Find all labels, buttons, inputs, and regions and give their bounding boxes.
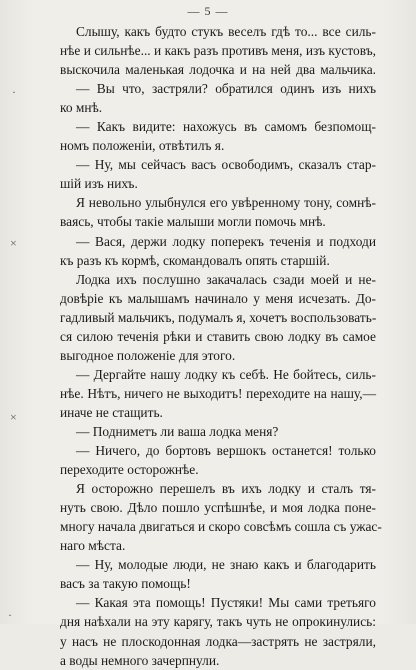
text-line: наго мѣста. xyxy=(60,538,126,554)
text-line: Я невольно улыбнулся его увѣренному тону, сомнѣ- xyxy=(76,195,376,211)
text-line: ваясь, чтобы такіе малыши могли помочь мнѣ. xyxy=(60,214,326,230)
text-line: Лодка ихъ послушно закачалась сзади моей и не- xyxy=(76,271,376,287)
text-line: — Подниметъ ли ваша лодка меня? xyxy=(76,423,279,439)
text-line: многу начала двигаться и скоро совсѣмъ сошла съ ужас- xyxy=(60,519,382,535)
page-number: — 5 — xyxy=(187,4,229,18)
text-line: выгодное положеніе для этого. xyxy=(60,347,236,363)
margin-mark: · xyxy=(8,608,12,622)
text-line: довѣріе къ малышамъ начинало у меня исчезать. До- xyxy=(60,290,376,306)
text-line: ся силою теченія рѣки и ставить свою лодку въ самое xyxy=(60,328,376,344)
text-line: нѣе и сильнѣе... и какъ разъ противъ меня, изъ кустовъ, xyxy=(60,43,376,59)
text-line: — Какая эта помощь! Пустяки! Мы сами третьяго xyxy=(76,595,376,611)
text-line: переходите осторожнѣе. xyxy=(60,462,199,478)
text-line: шій изъ нихъ. xyxy=(60,176,138,192)
text-line: а воды немного зачерпнули. xyxy=(60,652,220,668)
margin-mark: × xyxy=(10,236,17,250)
text-line: къ разъ къ кормѣ, скомандовалъ опять старшій. xyxy=(60,252,330,268)
text-line: номъ положеніи, отвѣтилъ я. xyxy=(60,138,225,154)
text-line: васъ за такую помощь! xyxy=(60,576,191,592)
text-line: иначе не стащить. xyxy=(60,404,163,420)
text-line: — Ничего, до бортовъ вершокъ останется! только xyxy=(76,443,376,459)
text-line: нуть свою. Дѣло пошло успѣшнѣе, и моя лодка поне- xyxy=(60,500,376,516)
text-line: — Ну, мы сейчасъ васъ освободимъ, сказалъ стар- xyxy=(76,157,376,173)
text-line: — Дергайте нашу лодку къ себѣ. Не бойтесь, силь- xyxy=(76,366,376,382)
text-line: — Вася, держи лодку поперекъ теченія и подходи xyxy=(76,233,376,249)
text-line: выскочила маленькая лодочка и на ней два мальчика. xyxy=(60,62,376,78)
margin-mark: × xyxy=(10,410,17,424)
text-line: Я осторожно перешелъ въ ихъ лодку и сталъ тя- xyxy=(76,481,376,497)
margin-mark: · xyxy=(12,85,16,99)
text-line: — Какъ видите: нахожусь въ самомъ безпомощ- xyxy=(76,119,376,135)
text-line: у насъ не плоскодонная лодка—застрять не застряли, xyxy=(60,633,376,649)
text-line: — Вы что, застряли? обратился одинъ изъ нихъ xyxy=(76,81,376,97)
text-line: гадливый мальчикъ, подумалъ я, хочетъ воспользовать- xyxy=(60,309,377,325)
text-line: Слышу, какъ будто стукъ веселъ гдѣ то... все силь- xyxy=(76,24,376,39)
text-line: дня наѣхали на эту карягу, такъ чуть не опрокинулись: xyxy=(60,614,376,630)
body-text xyxy=(60,22,382,670)
text-line: — Ну, молодые люди, не знаю какъ и благодарить xyxy=(76,557,376,573)
text-line: нѣе. Нѣтъ, ничего не выходитъ! переходите на нашу,— xyxy=(60,385,376,401)
text-line: ко мнѣ. xyxy=(60,100,103,116)
